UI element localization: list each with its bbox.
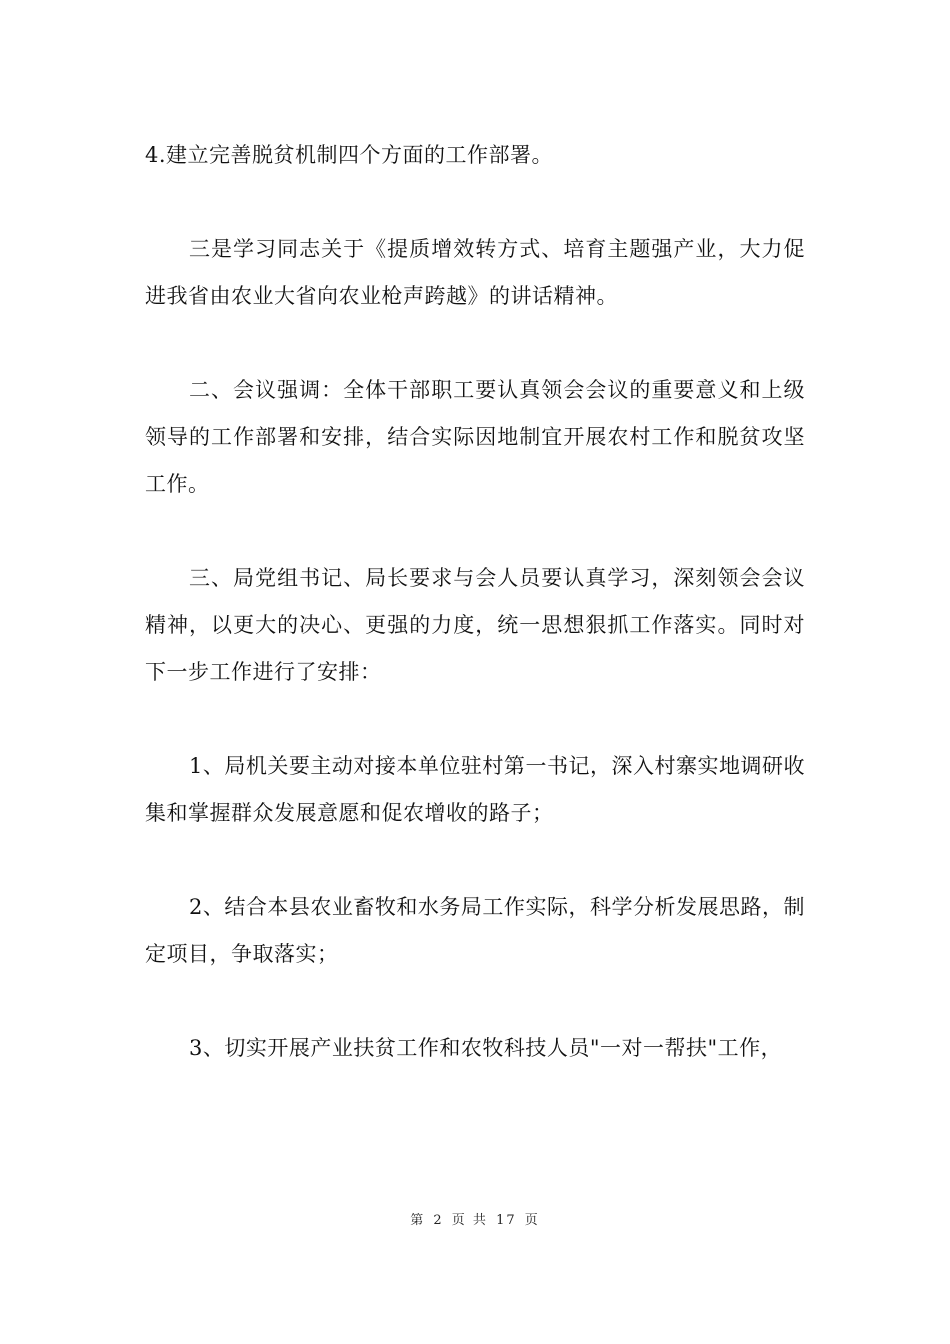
paragraph-4: 三、局党组书记、局长要求与会人员要认真学习，深刻领会会议精神，以更大的决心、更强的力度，统一思想狠抓工作落实。同时对下一步工作进行了安排： [145,566,805,684]
paragraph-6: 2、结合本县农业畜牧和水务局工作实际，科学分析发展思路，制定项目，争取落实； [145,895,805,966]
paragraph-1: 4.建立完善脱贫机制四个方面的工作部署。 [145,143,554,167]
footer-current-page: 2 [433,1213,444,1228]
footer-middle: 页 共 [451,1213,488,1228]
paragraph-2: 三是学习同志关于《提质增效转方式、培育主题强产业，大力促进我省由农业大省向农业枪声跨越》的讲话精神。 [145,237,805,308]
footer-total-pages: 17 [496,1213,517,1228]
paragraph-5: 1、局机关要主动对接本单位驻村第一书记，深入村寨实地调研收集和掌握群众发展意愿和促农增收的路子； [145,754,805,825]
document-body [145,132,805,1119]
page-footer [0,1209,950,1228]
footer-suffix: 页 [524,1213,540,1228]
paragraph-7: 3、切实开展产业扶贫工作和农牧科技人员"一对一帮扶"工作， [189,1036,783,1060]
footer-prefix: 第 [410,1213,426,1228]
paragraph-3: 二、会议强调：全体干部职工要认真领会会议的重要意义和上级领导的工作部署和安排，结合实际因地制宜开展农村工作和脱贫攻坚工作。 [145,378,805,496]
